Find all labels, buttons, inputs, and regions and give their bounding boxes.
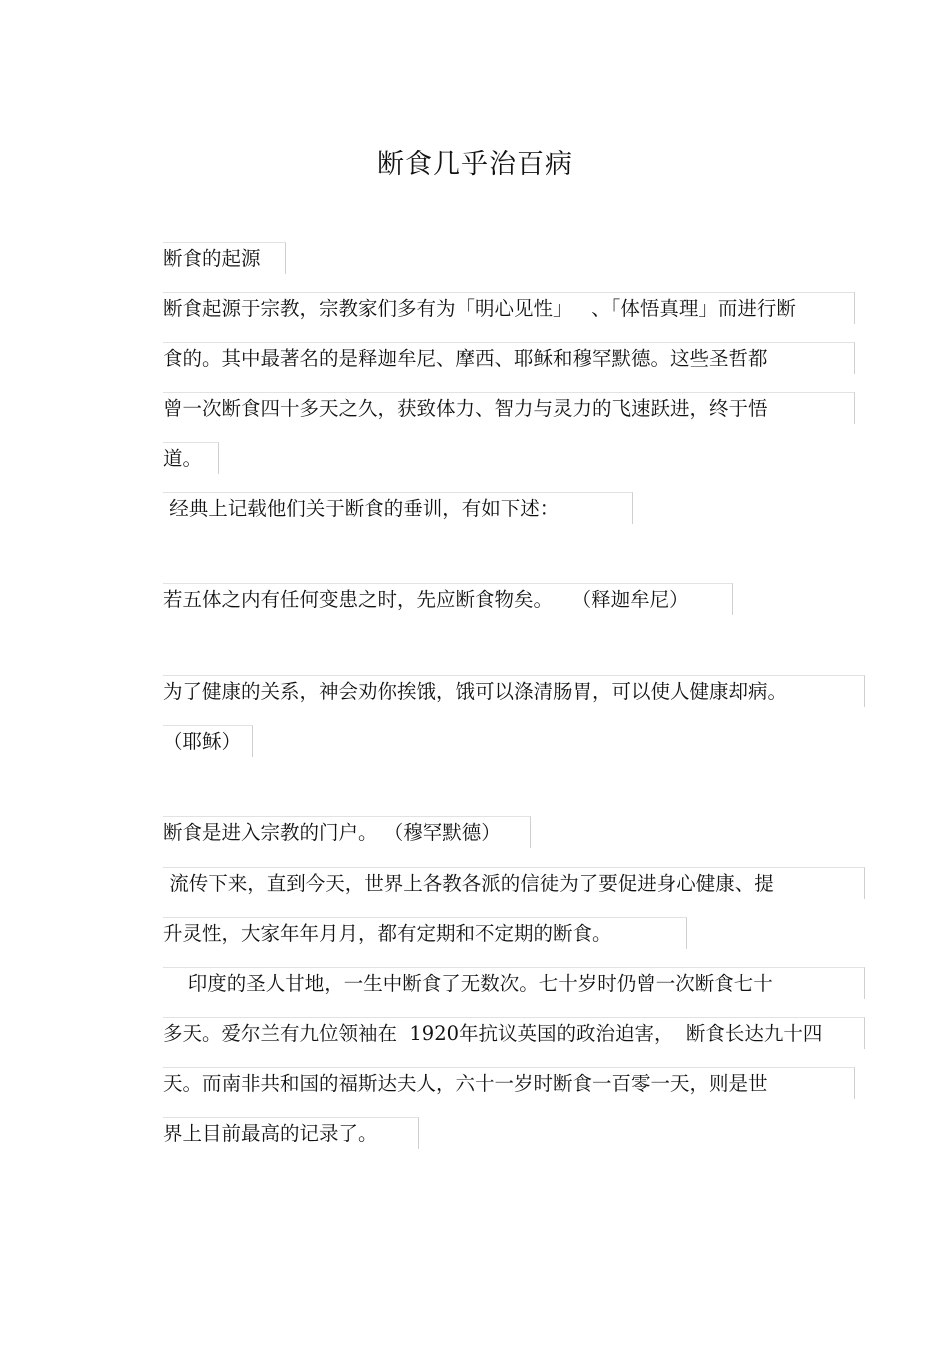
quote-attribution: （耶稣） [163, 725, 253, 757]
paragraph-line: 曾一次断食四十多天之久，获致体力、智力与灵力的飞速跃进，终于悟 [163, 392, 855, 424]
quote-line: 断食是进入宗教的门户。 （穆罕默德） [163, 816, 531, 848]
quote-line: 若五体之内有任何变患之时，先应断食物矣。 （释迦牟尼） [163, 583, 733, 615]
paragraph-line: 多天。爱尔兰有九位领袖在 1920年抗议英国的政治迫害， 断食长达九十四 [163, 1017, 865, 1049]
paragraph-line: 天。而南非共和国的福斯达夫人，六十一岁时断食一百零一天，则是世 [163, 1067, 855, 1099]
document-title: 断食几乎治百病 [377, 149, 573, 180]
paragraph-line: 印度的圣人甘地，一生中断食了无数次。七十岁时仍曾一次断食七十 [163, 967, 865, 999]
paragraph-line: 升灵性，大家年年月月，都有定期和不定期的断食。 [163, 917, 687, 949]
paragraph-line: 道。 [163, 442, 219, 474]
paragraph-line: 食的。其中最著名的是释迦牟尼、摩西、耶稣和穆罕默德。这些圣哲都 [163, 342, 855, 374]
section-heading: 断食的起源 [163, 242, 286, 274]
paragraph-line: 流传下来，直到今天，世界上各教各派的信徒为了要促进身心健康、提 [163, 867, 865, 899]
paragraph-line: 断食起源于宗教，宗教家们多有为「明心见性」 、「体悟真理」而进行断 [163, 292, 855, 324]
paragraph-line: 界上目前最高的记录了。 [163, 1117, 419, 1149]
quote-line: 为了健康的关系，神会劝你挨饿，饿可以涤清肠胃，可以使人健康却病。 [163, 675, 865, 707]
paragraph-line: 经典上记载他们关于断食的垂训，有如下述： [163, 492, 633, 524]
